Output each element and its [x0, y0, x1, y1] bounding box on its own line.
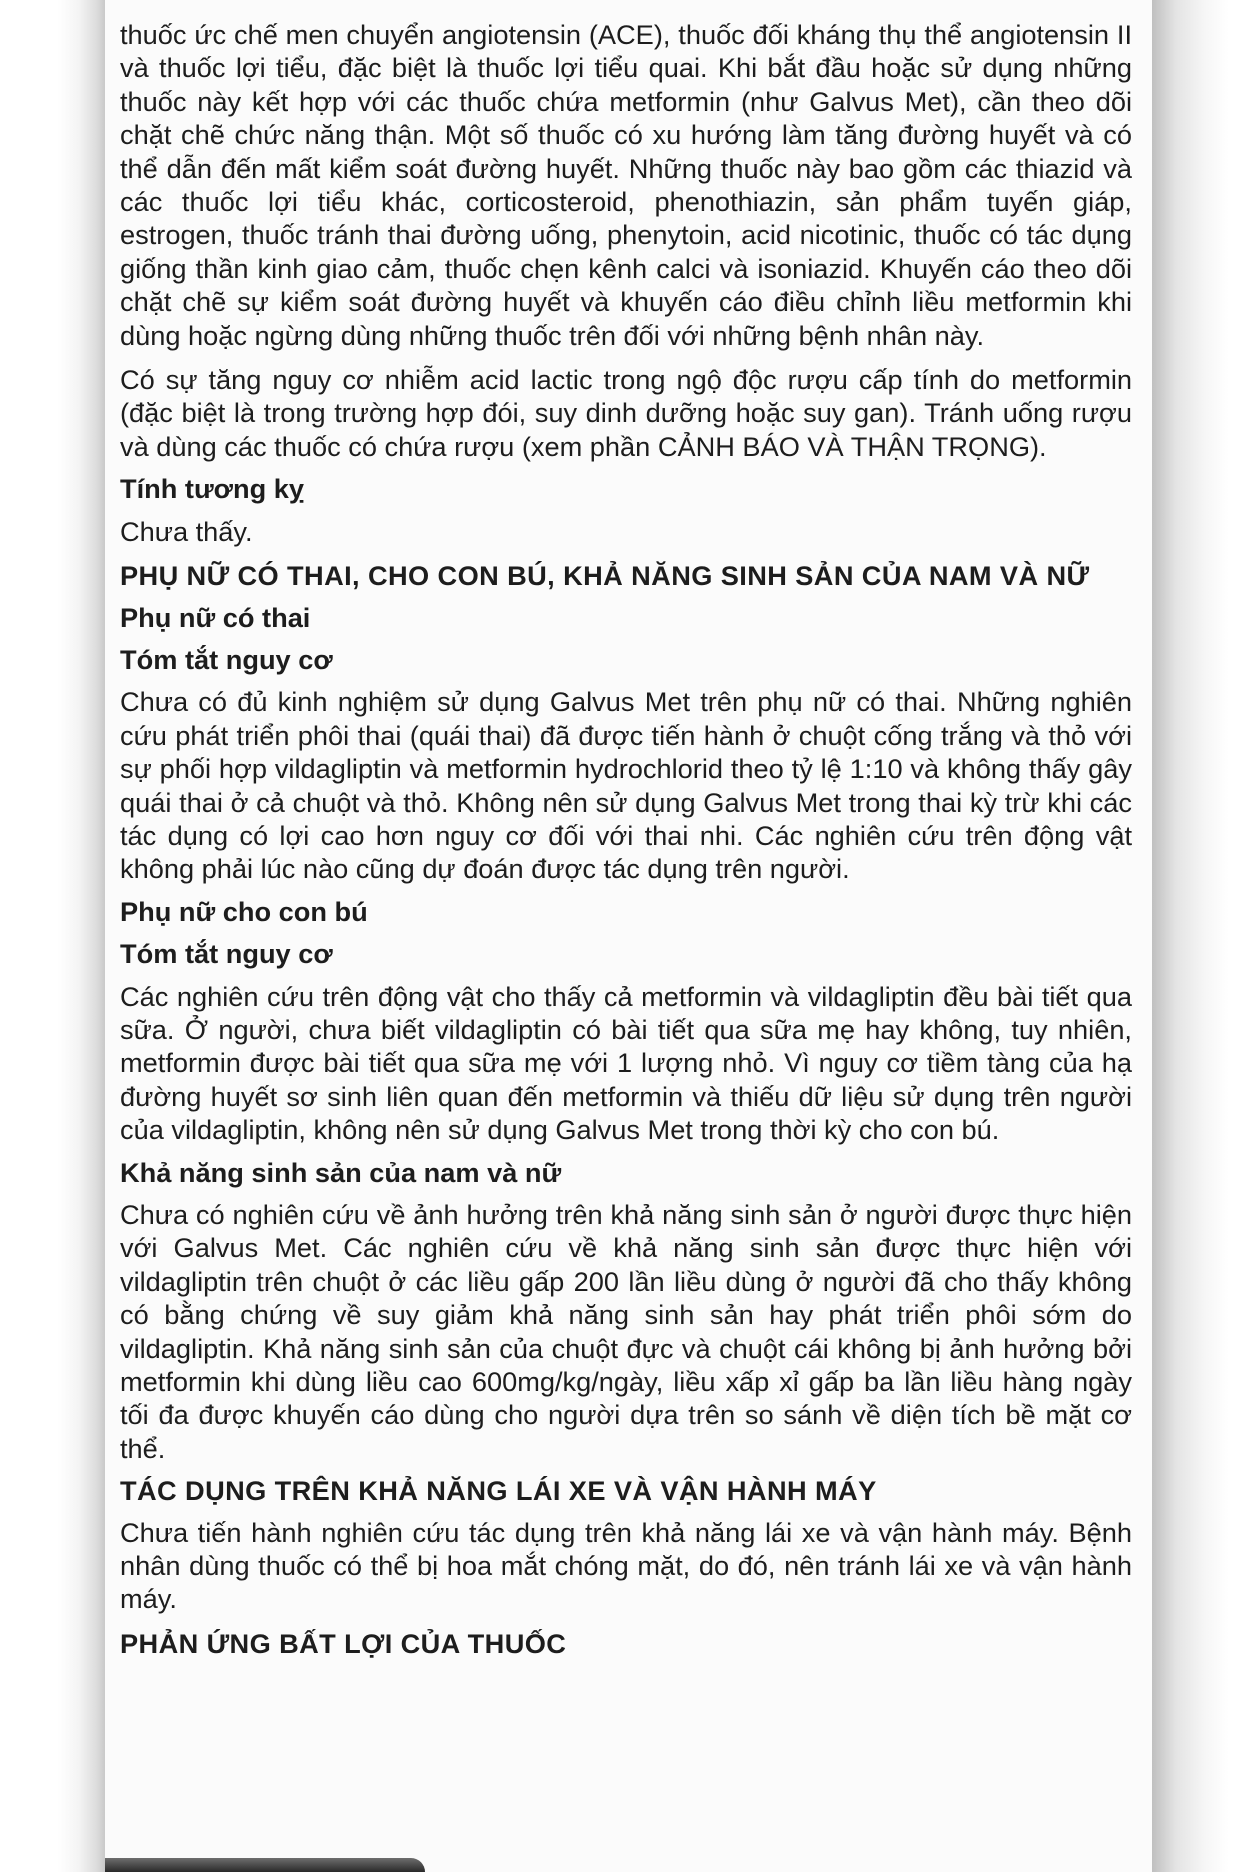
paragraph-alcohol-warning: Có sự tăng nguy cơ nhiễm acid lactic trong ngộ độc rượu cấp tính do metformin (đặc biệt là trong trường hợp đói, suy dinh dưỡng hoặc suy gan). Tránh uống rượu và dùng các thuốc có chứa rượu (xem phần CẢNH BÁO VÀ THẬN TRỌNG).: [120, 364, 1132, 462]
section-heading-pregnancy: PHỤ NỮ CÓ THAI, CHO CON BÚ, KHẢ NĂNG SINH SẢN CỦA NAM VÀ NỮ: [120, 560, 1090, 592]
document-body: [120, 18, 1132, 1668]
subheading-incompatibility: Tính tương kỵ: [120, 473, 305, 505]
paragraph-drug-interactions: thuốc ức chế men chuyển angiotensin (ACE), thuốc đối kháng thụ thể angiotensin II và thuốc lợi tiểu, đặc biệt là thuốc lợi tiểu quai. Khi bắt đầu hoặc sử dụng những thuốc này kết hợp với các thuốc chứa metformin (như Galvus Met), cần theo dõi chặt chẽ chức năng thận. Một số thuốc có xu hướng làm tăng đường huyết và có thể dẫn đến mất kiểm soát đường huyết. Những thuốc này bao gồm các thiazid và các thuốc lợi tiểu khác, corticosteroid, phenothiazin, sản phẩm tuyến giáp, estrogen, thuốc tránh thai đường uống, phenytoin, acid nicotinic, thuốc có tác dụng giống thần kinh giao cảm, thuốc chẹn kênh calci và isoniazid. Khuyến cáo theo dõi chặt chẽ sự kiểm soát đường huyết và khuyến cáo điều chỉnh liều metformin khi dùng hoặc ngừng dùng những thuốc trên đối với những bệnh nhân này.: [120, 19, 1132, 351]
subheading-fertility: Khả năng sinh sản của nam và nữ: [120, 1156, 562, 1188]
page-bottom-edge: [105, 1858, 425, 1872]
paragraph-lactation: Các nghiên cứu trên động vật cho thấy cả metformin và vildagliptin đều bài tiết qua sữa. Ở người, chưa biết vildagliptin có bài tiết qua sữa mẹ hay không, tuy nhiên, metformin được bài tiết qua sữa mẹ với 1 lượng nhỏ. Vì nguy cơ tiềm tàng của hạ đường huyết sơ sinh liên quan đến metformin và thiếu dữ liệu sử dụng trên người của vildagliptin, không nên sử dụng Galvus Met trong thời kỳ cho con bú.: [120, 980, 1132, 1146]
page-edge-shadow-right: [1152, 0, 1248, 1872]
paragraph-driving: Chưa tiến hành nghiên cứu tác dụng trên khả năng lái xe và vận hành máy. Bệnh nhân dùng thuốc có thể bị hoa mắt chóng mặt, do đó, nên tránh lái xe và vận hành máy.: [120, 1516, 1132, 1615]
subheading-risk-summary-lactation: Tóm tắt nguy cơ: [120, 938, 333, 970]
document-page: [105, 0, 1152, 1872]
subheading-pregnant-women: Phụ nữ có thai: [120, 601, 311, 633]
subheading-lactation: Phụ nữ cho con bú: [120, 895, 368, 927]
subheading-risk-summary-pregnancy: Tóm tắt nguy cơ: [120, 643, 333, 675]
section-heading-driving: TÁC DỤNG TRÊN KHẢ NĂNG LÁI XE VÀ VẬN HÀNH MÁY: [120, 1475, 877, 1507]
paragraph-fertility: Chưa có nghiên cứu về ảnh hưởng trên khả năng sinh sản ở người được thực hiện với Galvus Met. Các nghiên cứu về khả năng sinh sản được thực hiện với vildagliptin trên chuột ở các liều gấp 200 lần liều dùng ở người đã cho thấy không có bằng chứng về suy giảm khả năng sinh sản hay phát triển phôi sớm do vildagliptin. Khả năng sinh sản của chuột đực và chuột cái không bị ảnh hưởng bởi metformin khi dùng liều cao 600mg/kg/ngày, liều xấp xỉ gấp ba lần liều hàng ngày tối đa được khuyến cáo dùng cho người dựa trên so sánh về diện tích bề mặt cơ thể.: [120, 1199, 1132, 1464]
section-heading-adverse-reactions: PHẢN ỨNG BẤT LỢI CỦA THUỐC: [120, 1627, 567, 1659]
paragraph-pregnancy: Chưa có đủ kinh nghiệm sử dụng Galvus Met trên phụ nữ có thai. Những nghiên cứu phát triển phôi thai (quái thai) đã được tiến hành ở chuột cống trắng và thỏ với sự phối hợp vildagliptin và metformin hydrochlorid theo tỷ lệ 1:10 và không thấy gây quái thai ở cả chuột và thỏ. Không nên sử dụng Galvus Met trong thai kỳ trừ khi các tác dụng có lợi cao hơn nguy cơ đối với thai nhi. Các nghiên cứu trên động vật không phải lúc nào cũng dự đoán được tác dụng trên người.: [120, 686, 1132, 885]
page-edge-shadow-left: [0, 0, 105, 1872]
paragraph-incompatibility: Chưa thấy.: [120, 515, 253, 547]
